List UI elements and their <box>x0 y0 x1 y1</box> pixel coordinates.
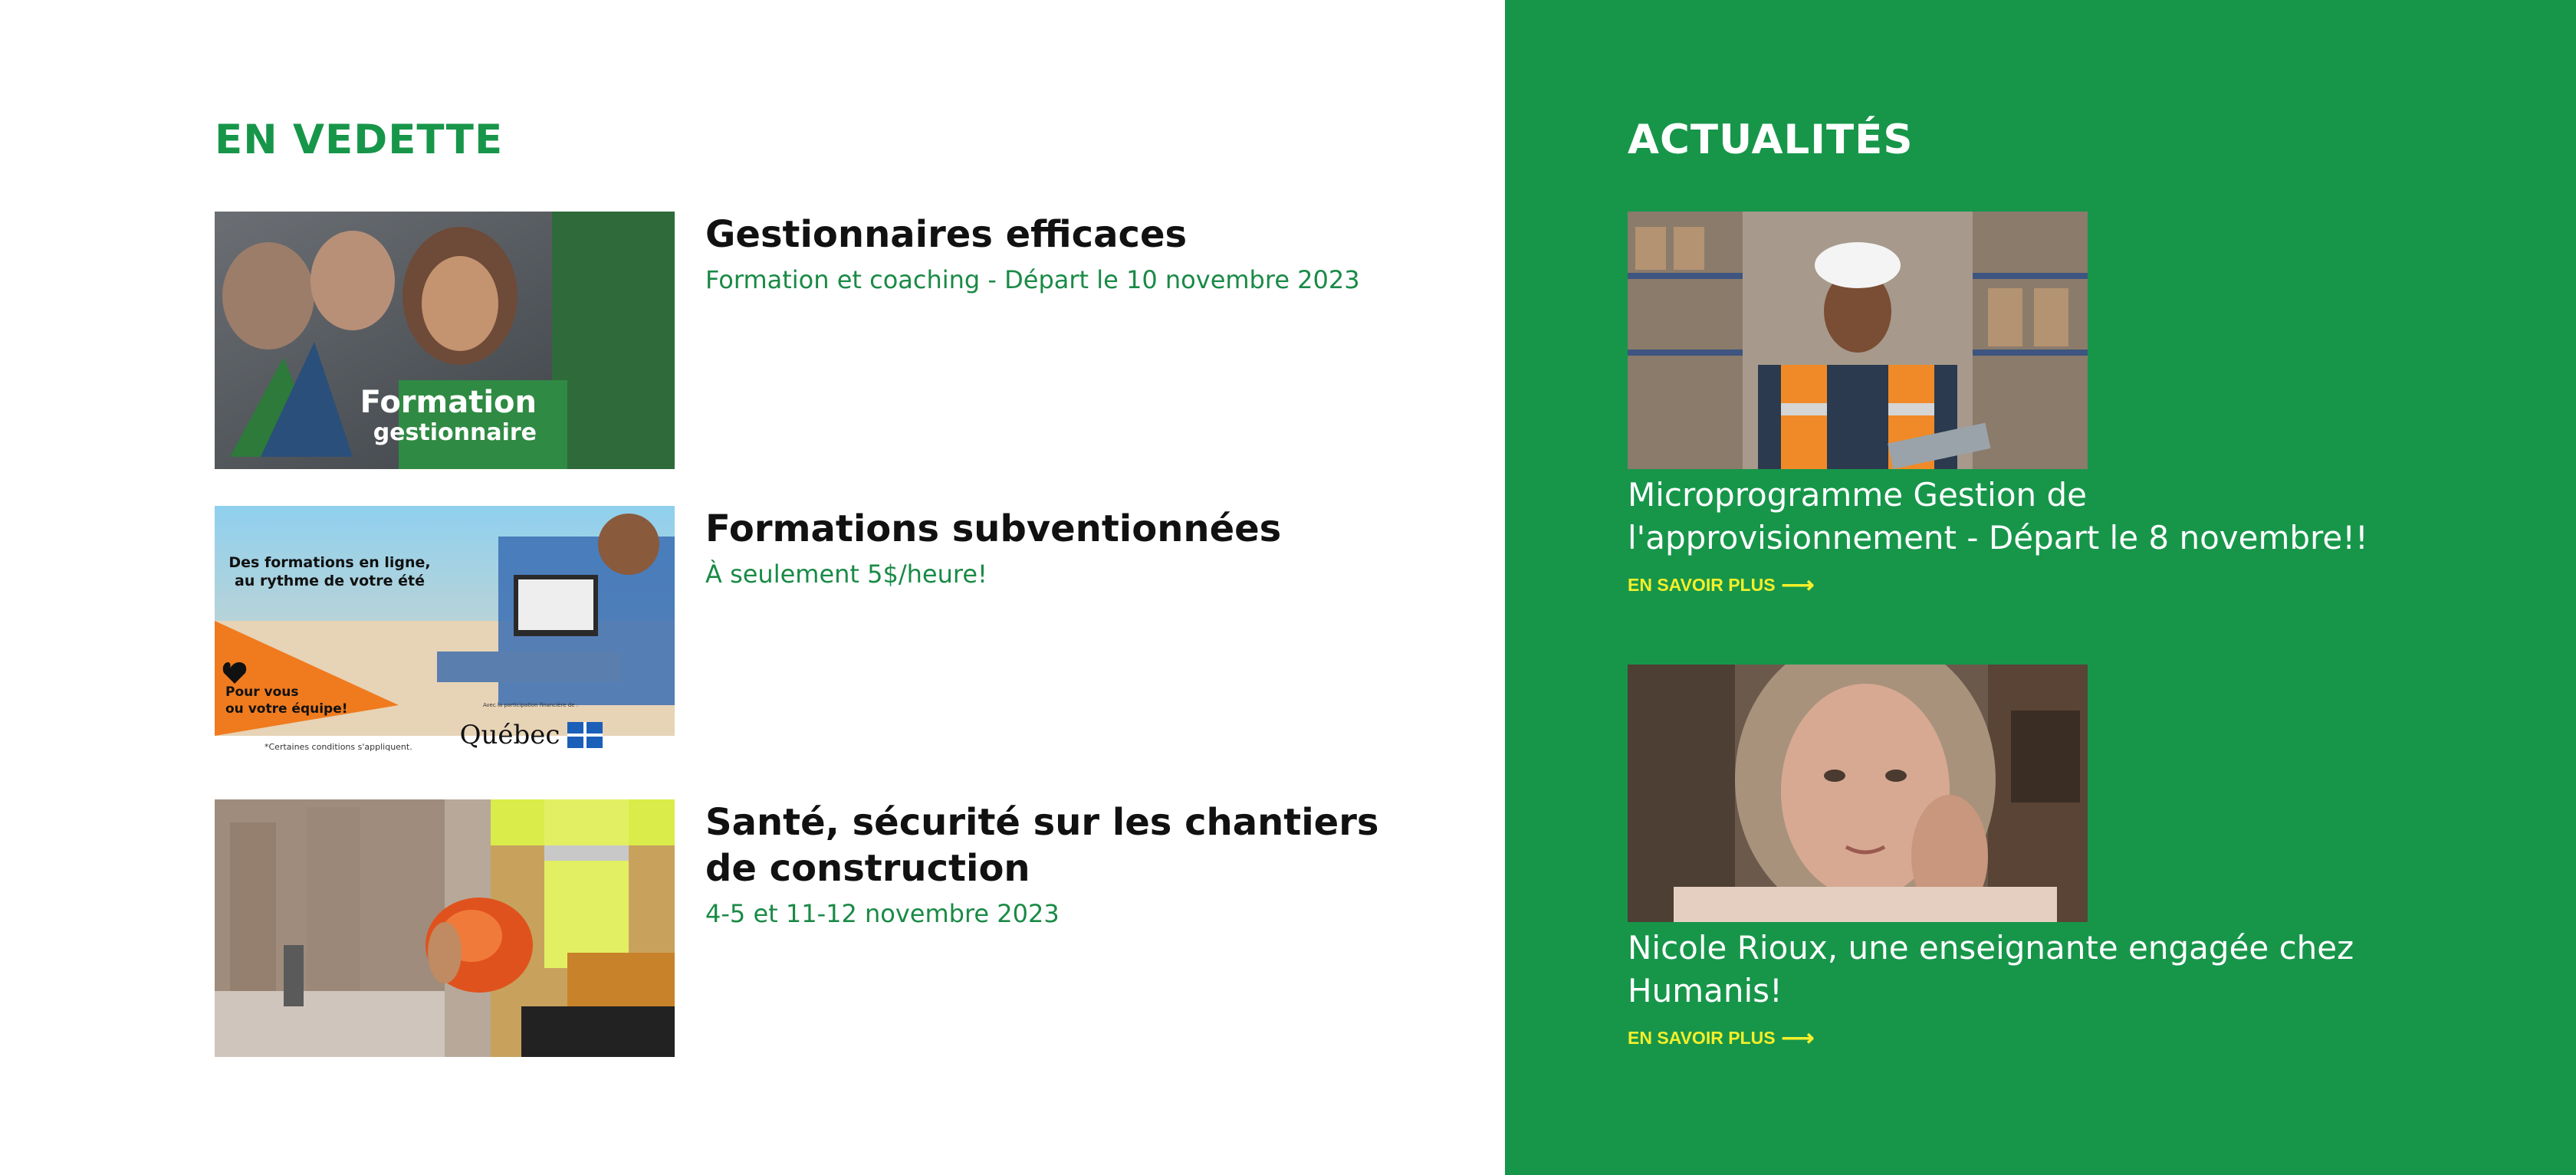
news-title-procurement[interactable]: Microprogramme Gestion de l'approvisionnement - Départ le 8 novembre!! <box>1628 476 2368 556</box>
arrow-right-icon: ⟶ <box>1781 1026 1815 1051</box>
news-more-label-procurement: EN SAVOIR PLUS <box>1628 575 1776 595</box>
news-more-label-teacher: EN SAVOIR PLUS <box>1628 1028 1776 1048</box>
subsidized-image-text-2: au rythme de votre été <box>235 573 425 589</box>
subsidized-image-text-6: *Certaines conditions s'appliquent. <box>264 742 412 752</box>
news-title-teacher[interactable]: Nicole Rioux, une enseignante engagée chez Humanis! <box>1628 929 2354 1009</box>
arrow-right-icon: ⟶ <box>1781 573 1815 598</box>
featured-subtitle-managers: Formation et coaching - Départ le 10 novembre 2023 <box>705 265 1360 294</box>
news-more-link-procurement[interactable] <box>1628 575 1815 596</box>
subsidized-image-text-1: Des formations en ligne, <box>228 554 431 571</box>
featured-title-subsidized[interactable]: Formations subventionnées <box>705 507 1282 550</box>
featured-heading: EN VEDETTE <box>215 117 504 163</box>
news-item-procurement <box>1628 212 2394 596</box>
news-heading: ACTUALITÉS <box>1628 117 1914 163</box>
featured-image-managers[interactable] <box>215 212 675 469</box>
managers-image-text-1: Formation <box>360 385 537 420</box>
news-more-link-teacher[interactable] <box>1628 1028 1815 1049</box>
featured-subtitle-construction: 4-5 et 11-12 novembre 2023 <box>705 899 1060 928</box>
featured-image-construction[interactable] <box>215 799 675 1057</box>
featured-item-construction[interactable] <box>215 799 1441 1057</box>
featured-subtitle-subsidized: À seulement 5$/heure! <box>705 560 987 589</box>
subsidized-image-text-5: Avec la participation financière de : <box>483 702 579 708</box>
news-item-teacher <box>1628 665 2394 1049</box>
managers-image-text-2: gestionnaire <box>373 419 537 446</box>
featured-item-subsidized[interactable] <box>215 506 1441 763</box>
featured-image-subsidized[interactable] <box>215 506 675 763</box>
subsidized-image-text-4: ou votre équipe! <box>225 701 348 717</box>
news-section <box>1505 0 2576 1175</box>
featured-title-construction[interactable]: Santé, sécurité sur les chantiers de construction <box>705 801 1379 890</box>
subsidized-image-text-3: Pour vous <box>225 684 299 700</box>
featured-title-managers[interactable]: Gestionnaires efficaces <box>705 213 1188 256</box>
news-image-procurement[interactable] <box>1628 212 2088 469</box>
subsidized-image-text-7: Québec <box>459 720 560 750</box>
news-image-teacher[interactable] <box>1628 665 2088 922</box>
featured-item-managers[interactable] <box>215 212 1441 469</box>
